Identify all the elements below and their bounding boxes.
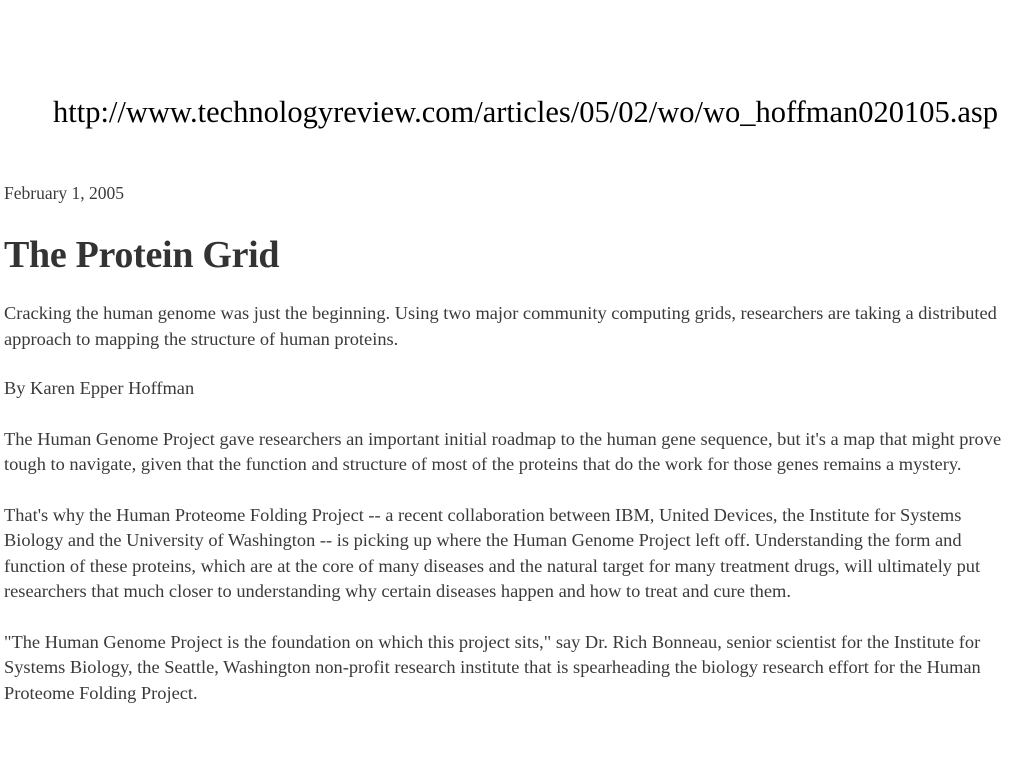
- article-byline: By Karen Epper Hoffman: [4, 378, 195, 398]
- article-deck: Cracking the human genome was just the beginning. Using two major community computing grids, researchers are taking a distributed approach to mapping the structure of human proteins.: [4, 303, 997, 349]
- article-paragraph-1: The Human Genome Project gave researchers an important initial roadmap to the human gene sequence, but it's a map that might prove tough to navigate, given that the function and structure of most of the proteins that do the work for those genes remains a mystery.: [4, 428, 1002, 474]
- article-date: February 1, 2005: [4, 183, 125, 203]
- article-screenshot: [4, 180, 1022, 706]
- article-headline: The Protein Grid: [4, 234, 280, 276]
- article-paragraph-3: "The Human Genome Project is the foundation on which this project sits," say Dr. Rich Bonneau, senior scientist for the Institute for Systems Biology, the Seattle, Washington non-profit research institute that is spearheading the biology research effort for the Human Proteome Folding Project.: [4, 631, 981, 703]
- source-url: http://www.technologyreview.com/articles/05/02/wo/wo_hoffman020105.asp: [53, 95, 999, 129]
- article-paragraph-2: That's why the Human Proteome Folding Project -- a recent collaboration between IBM, United Devices, the Institute for Systems Biology and the University of Washington -- is picking up where the Human Genome Project left off. Understanding the form and function of these proteins, which are at the core of many diseases and the natural target for many treatment drugs, will ultimately put researchers that much closer to understanding why certain diseases happen and how to treat and cure them.: [4, 504, 981, 601]
